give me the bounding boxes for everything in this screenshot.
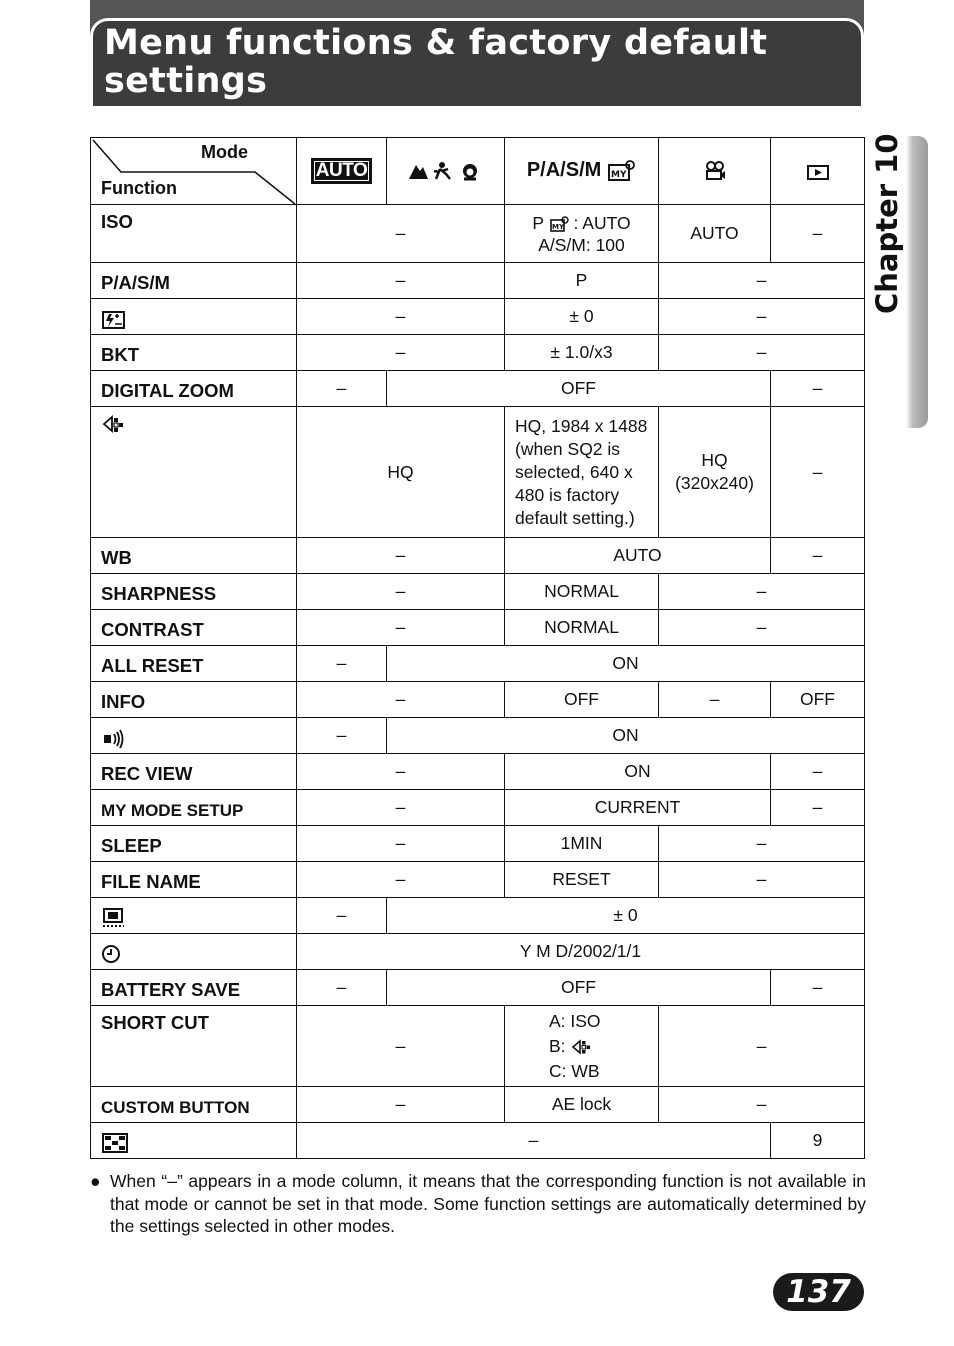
cell: Y M D/2002/1/1 [297,934,865,970]
cell: – [659,263,865,299]
col-movie [659,138,771,205]
movie-quality-line1: HQ [701,450,728,470]
row-name: CONTRAST [91,610,297,646]
quality-line: default setting.) [515,507,635,528]
table-row [91,898,865,934]
cell: – [659,1087,865,1123]
page-title: Menu functions & factory default settings [104,23,768,101]
cell: – [659,682,771,718]
cell: ± 0 [505,299,659,335]
row-name: SHARPNESS [91,574,297,610]
table-header-row [91,138,865,205]
table-row [91,1123,865,1159]
table-row [91,263,865,299]
cell: – [659,862,865,898]
cell: – [297,335,505,371]
iso-asm-value: A/S/M: 100 [538,234,625,255]
table-row [91,970,865,1006]
cell: – [771,790,865,826]
cell: AUTO [505,538,771,574]
cell: 1MIN [505,826,659,862]
table-row [91,574,865,610]
table-row [91,646,865,682]
cell [505,1006,659,1087]
cell: – [659,1006,865,1087]
function-label: Function [101,178,177,198]
cell: – [297,826,505,862]
cell: – [297,610,505,646]
table-row [91,335,865,371]
cell: – [771,754,865,790]
cell: – [297,718,387,754]
table-row [91,862,865,898]
cell: – [659,574,865,610]
cell [505,407,659,538]
record-mode-icon [101,414,129,436]
row-name [91,934,297,970]
cell: OFF [771,682,865,718]
quality-line: 480 is factory [515,484,620,505]
cell: ON [387,646,865,682]
cell: – [297,754,505,790]
shortcut-b [505,1034,658,1059]
cell: – [297,299,505,335]
cell: HQ [297,407,505,538]
cell: OFF [387,371,771,407]
bullet: ● [90,1171,101,1191]
cell: – [297,898,387,934]
iso-p-value: : AUTO [573,212,631,233]
cell: NORMAL [505,610,659,646]
row-name: ISO [91,205,297,263]
cell: AUTO [659,205,771,263]
row-name [91,407,297,538]
settings-table [90,137,865,1159]
iso-p-label: P [532,212,544,233]
row-name: FILE NAME [91,862,297,898]
cell: – [659,299,865,335]
cell: ON [387,718,865,754]
cell: – [297,790,505,826]
cell: – [771,371,865,407]
cell: AE lock [505,1087,659,1123]
page-number: 137 [773,1273,864,1311]
row-name: BATTERY SAVE [91,970,297,1006]
table-row [91,538,865,574]
cell [659,407,771,538]
row-name [91,898,297,934]
cell: P [505,263,659,299]
footnote [90,1170,866,1238]
cell: ± 1.0/x3 [505,335,659,371]
cell: – [297,263,505,299]
chapter-label: Chapter 10 [870,133,904,314]
cell: – [297,574,505,610]
table-row [91,299,865,335]
quality-line: HQ, 1984 x 1488 [515,415,648,436]
table-row [91,371,865,407]
footnote-text: When “–” appears in a mode column, it means that the corresponding function is not available in that mode or cannot be set in that mode. Some function settings are automatically determined by the settings selected in other modes. [110,1171,866,1236]
table-row [91,754,865,790]
cell: ON [505,754,771,790]
row-name: REC VIEW [91,754,297,790]
row-name [91,299,297,335]
shortcut-a: A: ISO [549,1010,601,1031]
cell: – [297,205,505,263]
flash-compensation-icon [101,310,127,330]
svg-text:MY: MY [611,170,627,181]
cell: – [297,646,387,682]
clock-icon [101,943,125,965]
shortcut-c: C: WB [549,1060,600,1081]
table-row [91,407,865,538]
table-row [91,826,865,862]
col-scene [387,138,505,205]
beep-sound-icon [101,729,127,749]
table-row [91,1087,865,1123]
cell: RESET [505,862,659,898]
table-row [91,1006,865,1087]
svg-text:MY: MY [551,222,564,231]
cell: – [297,682,505,718]
cell: – [297,371,387,407]
table-row [91,610,865,646]
row-name: WB [91,538,297,574]
mode-label: Mode [201,142,248,162]
index-display-icon [101,1132,129,1154]
cell: ± 0 [387,898,865,934]
cell: – [297,862,505,898]
row-name [91,718,297,754]
cell: – [297,1006,505,1087]
quality-line: selected, 640 x [515,461,633,482]
mode-function-corner [91,138,297,205]
cell: – [659,610,865,646]
cell: – [659,826,865,862]
cell: – [297,970,387,1006]
cell: NORMAL [505,574,659,610]
row-name: DIGITAL ZOOM [91,371,297,407]
cell: 9 [771,1123,865,1159]
cell [505,205,659,263]
my-mode-icon [606,159,636,183]
table-row [91,790,865,826]
cell: – [771,205,865,263]
my-mode-small-icon [549,215,569,233]
table-row [91,682,865,718]
col-pasm [505,138,659,205]
auto-mode-icon: AUTO [311,158,372,184]
cell: – [659,335,865,371]
playback-mode-icon [806,163,830,181]
shortcut-b-label: B: [549,1035,566,1056]
row-name: SHORT CUT [91,1006,297,1087]
cell: – [771,407,865,538]
quality-line: (when SQ2 is [515,438,621,459]
cell: – [297,538,505,574]
row-name [91,1123,297,1159]
cell: OFF [505,682,659,718]
movie-mode-icon [703,159,727,183]
table-row [91,718,865,754]
row-name: SLEEP [91,826,297,862]
cell: – [771,538,865,574]
row-name: P/A/S/M [91,263,297,299]
row-name: BKT [91,335,297,371]
cell: – [771,970,865,1006]
record-mode-small-icon [570,1037,596,1057]
cell: OFF [387,970,771,1006]
table-row [91,205,865,263]
row-name: CUSTOM BUTTON [91,1087,297,1123]
movie-quality-line2: (320x240) [675,473,754,493]
row-name: MY MODE SETUP [91,790,297,826]
cell: – [297,1123,771,1159]
col-auto [297,138,387,205]
pasm-header-label: P/A/S/M [526,158,602,181]
row-name: INFO [91,682,297,718]
monitor-brightness-icon [101,907,127,929]
scene-modes-icon [406,159,486,183]
cell: CURRENT [505,790,771,826]
cell: – [297,1087,505,1123]
table-row [91,934,865,970]
chapter-tab [906,136,928,428]
col-playback [771,138,865,205]
row-name: ALL RESET [91,646,297,682]
